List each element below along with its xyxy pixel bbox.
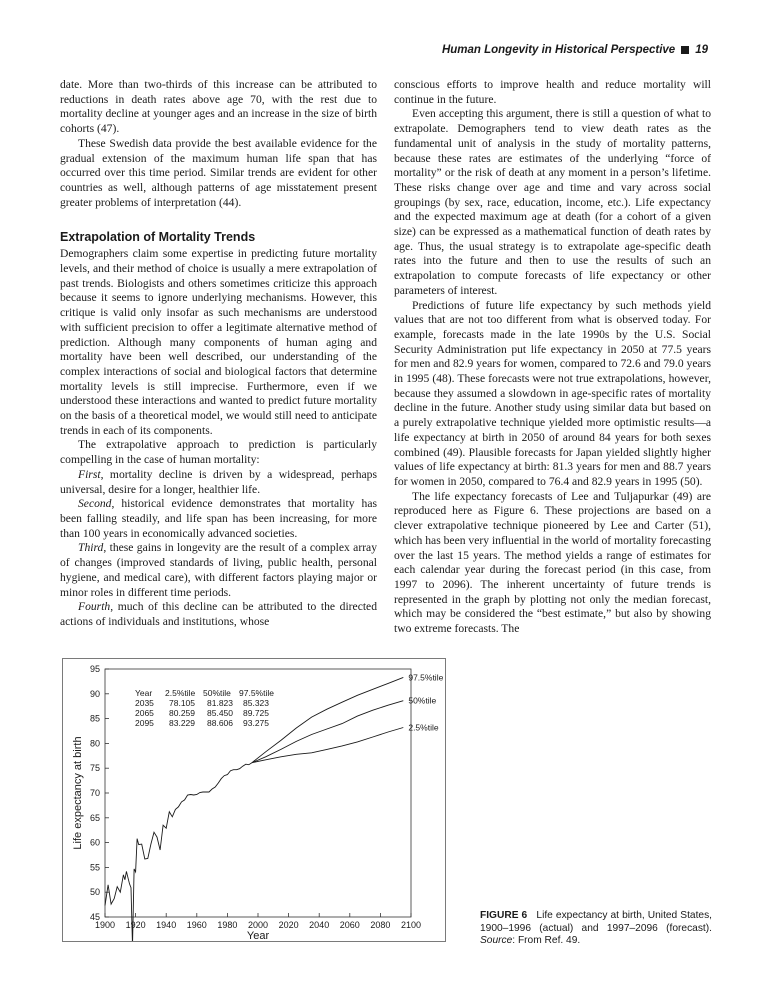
y-axis-label: Life expectancy at birth bbox=[72, 736, 84, 850]
y-tick-label: 50 bbox=[89, 887, 100, 898]
x-tick-label: 2100 bbox=[400, 920, 422, 930]
table-cell: 89.725 bbox=[243, 708, 269, 718]
y-tick-label: 60 bbox=[89, 837, 100, 848]
x-tick-label: 1920 bbox=[125, 920, 146, 930]
square-bullet-icon bbox=[681, 46, 689, 54]
list-lead: Second bbox=[78, 497, 112, 511]
series-line bbox=[252, 701, 403, 763]
series-label: 97.5%tile bbox=[408, 672, 444, 683]
y-tick-label: 95 bbox=[89, 664, 100, 674]
table-cell: 80.259 bbox=[169, 708, 195, 718]
paragraph: date. More than two-thirds of this increase can be attributed to reductions in death rates above age 70, with the rest due to mortality decline at younger ages and an increase in the size of birth cohorts (47). bbox=[60, 78, 377, 136]
figure-label: FIGURE 6 bbox=[480, 910, 528, 921]
table-cell: 2065 bbox=[135, 708, 154, 718]
life-expectancy-chart bbox=[63, 659, 445, 941]
y-tick-label: 80 bbox=[89, 738, 100, 749]
y-tick-label: 70 bbox=[89, 788, 100, 798]
table-cell: 83.229 bbox=[169, 718, 195, 728]
caption-text: Life expectancy at birth, United States, 1900–1996 (actual) and 1997–2096 (forecast). bbox=[480, 910, 713, 934]
x-tick-label: 1900 bbox=[94, 920, 116, 930]
left-column bbox=[60, 78, 377, 630]
list-lead: First bbox=[78, 467, 101, 481]
table-header: 2.5%tile bbox=[165, 688, 196, 698]
y-tick-label: 55 bbox=[89, 862, 100, 873]
x-tick-label: 1980 bbox=[217, 920, 238, 930]
series-line bbox=[105, 763, 252, 941]
x-axis-label: Year bbox=[246, 930, 270, 941]
paragraph: The extrapolative approach to prediction is particularly compelling in the case of human mortality: bbox=[60, 438, 377, 467]
table-cell: 2095 bbox=[135, 718, 154, 728]
running-header bbox=[442, 44, 708, 56]
paragraph: Predictions of future life expectancy by such methods yield values that are not too different from what is observed today. For example, forecasts made in the late 1990s by the U.S. Social Security Administration put life expectancy in 2050 at 77.5 years for men and 82.9 years for women, compared to 72.6 and 79.0 years in 1995 (48). These forecasts were not true extrapolations, however, because they assumed a slowdown in age-specific rates of mortality decline in the future. Another study using similar data but based on a purely extrapolative technique yielded more optimistic results—a life expectancy at birth in 2050 of around 84 years for both sexes combined (49). Plausible forecasts for Japan yielded slightly higher values of life expectancy at birth: 81.3 years for men and 88.7 years for women in 2050, compared to 76.4 and 82.9 years in 1995 (50). bbox=[394, 298, 711, 488]
y-tick-label: 85 bbox=[89, 713, 100, 724]
page-number: 19 bbox=[695, 44, 708, 56]
series-label: 50%tile bbox=[408, 695, 437, 706]
y-tick-label: 65 bbox=[89, 812, 100, 823]
table-cell: 81.823 bbox=[207, 698, 233, 708]
running-title: Human Longevity in Historical Perspective bbox=[441, 44, 676, 56]
source-label: Source bbox=[480, 935, 513, 947]
list-text: , mortality decline is driven by a widespread, perhaps universal, desire for a longer, healthier life. bbox=[60, 467, 377, 496]
paragraph: conscious efforts to improve health and reduce mortality will continue in the future. bbox=[394, 78, 711, 106]
section-heading: Extrapolation of Mortality Trends bbox=[60, 230, 256, 245]
figure-6 bbox=[62, 658, 446, 942]
x-tick-label: 1960 bbox=[186, 920, 207, 930]
table-header: 97.5%tile bbox=[239, 688, 274, 698]
y-tick-label: 75 bbox=[89, 763, 100, 774]
right-column bbox=[394, 78, 711, 637]
series-line bbox=[252, 677, 403, 762]
source-text: : From Ref. 49. bbox=[512, 935, 581, 947]
paragraph: Demographers claim some expertise in predicting future mortality levels, and their method of choice is usually a mere extrapolation of past trends. Biologists and others sometimes criticize this approach because it seems to ignore underlying mechanisms. However, this critique is valid only insofar as such mechanisms are understood with sufficient precision to offer a legitimate alternative method of prediction. Although many components of human aging and mortality have been well described, our understanding of the complex interactions of social and biological factors that determine mortality levels is still imprecise. Furthermore, even if we understood these interactions and wanted to predict future mortality on the basis of a theoretical model, we would still need to anticipate trends in each of its components. bbox=[60, 247, 377, 437]
table-cell: 2035 bbox=[135, 698, 154, 708]
x-tick-label: 2040 bbox=[309, 920, 330, 930]
paragraph: These Swedish data provide the best available evidence for the gradual extension of the maximum human life span that has occurred over this time period. Similar trends are evident for other countries as well, although patterns of age misstatement present greater problems of interpretation (44). bbox=[60, 136, 377, 209]
list-text: , historical evidence demonstrates that mortality has been falling steadily, and life span has been increasing, for more than 100 years in economically advanced societies. bbox=[60, 497, 377, 540]
paragraph bbox=[60, 497, 377, 541]
list-lead: Third bbox=[78, 541, 104, 555]
table-cell: 88.606 bbox=[207, 718, 233, 728]
list-text: , these gains in longevity are the result of a complex array of changes (improved standards of living, public health, personal hygiene, and medical care), with different factors playing major or minor roles in different time periods. bbox=[60, 541, 377, 599]
paragraph bbox=[60, 541, 377, 600]
table-cell: 78.105 bbox=[169, 698, 195, 708]
list-lead: Fourth bbox=[78, 600, 111, 614]
figure-caption bbox=[480, 910, 712, 948]
x-tick-label: 2080 bbox=[370, 920, 391, 930]
paragraph bbox=[60, 468, 377, 497]
table-header: 50%tile bbox=[203, 688, 231, 698]
x-tick-label: 2020 bbox=[278, 920, 299, 930]
paragraph: Even accepting this argument, there is still a question of what to extrapolate. Demographers tend to view death rates as the fundamental unit of analysis in the study of mortality patterns, because these rates are estimates of the underlying “force of mortality” or the risk of death at any moment in a person’s lifetime. These risks change over age and time and vary across social groupings (by sex, race, education, income, etc.). Life expectancy and the expected maximum age at death (for a cohort of a given size) can be expressed as a mathematical function of death rates by age. Thus, the usual strategy is to extrapolate age-specific death rates into the future and then to use the results of such an extrapolation to compute forecasts of life expectancy or other parameters of interest. bbox=[394, 107, 711, 297]
paragraph bbox=[60, 600, 377, 629]
x-tick-label: 1940 bbox=[156, 920, 177, 930]
x-tick-label: 2000 bbox=[247, 920, 269, 930]
list-text: , much of this decline can be attributed to the directed actions of individuals and institutions, whose bbox=[60, 600, 377, 628]
table-cell: 85.323 bbox=[243, 698, 269, 708]
table-header: Year bbox=[135, 688, 153, 698]
y-tick-label: 45 bbox=[89, 912, 100, 922]
paragraph: The life expectancy forecasts of Lee and Tuljapurkar (49) are reproduced here as Figure 6. These projections are based on a clever extrapolative technique pioneered by Lee and Carter (51), which has been very influential in the world of mortality forecasting over the last 15 years. The method yields a range of estimates for each calendar year during the forecast period (in this case, from 1997 to 2096). The inherent uncertainty of future trends is represented in the graph by plotting not only the median forecast, which may be considered the “best estimate,” but also by showing two extreme forecasts. The bbox=[394, 489, 711, 636]
table-cell: 93.275 bbox=[243, 718, 269, 728]
table-cell: 85.450 bbox=[207, 708, 233, 718]
x-tick-label: 2060 bbox=[339, 920, 360, 930]
y-tick-label: 90 bbox=[89, 688, 100, 699]
series-label: 2.5%tile bbox=[408, 722, 439, 733]
